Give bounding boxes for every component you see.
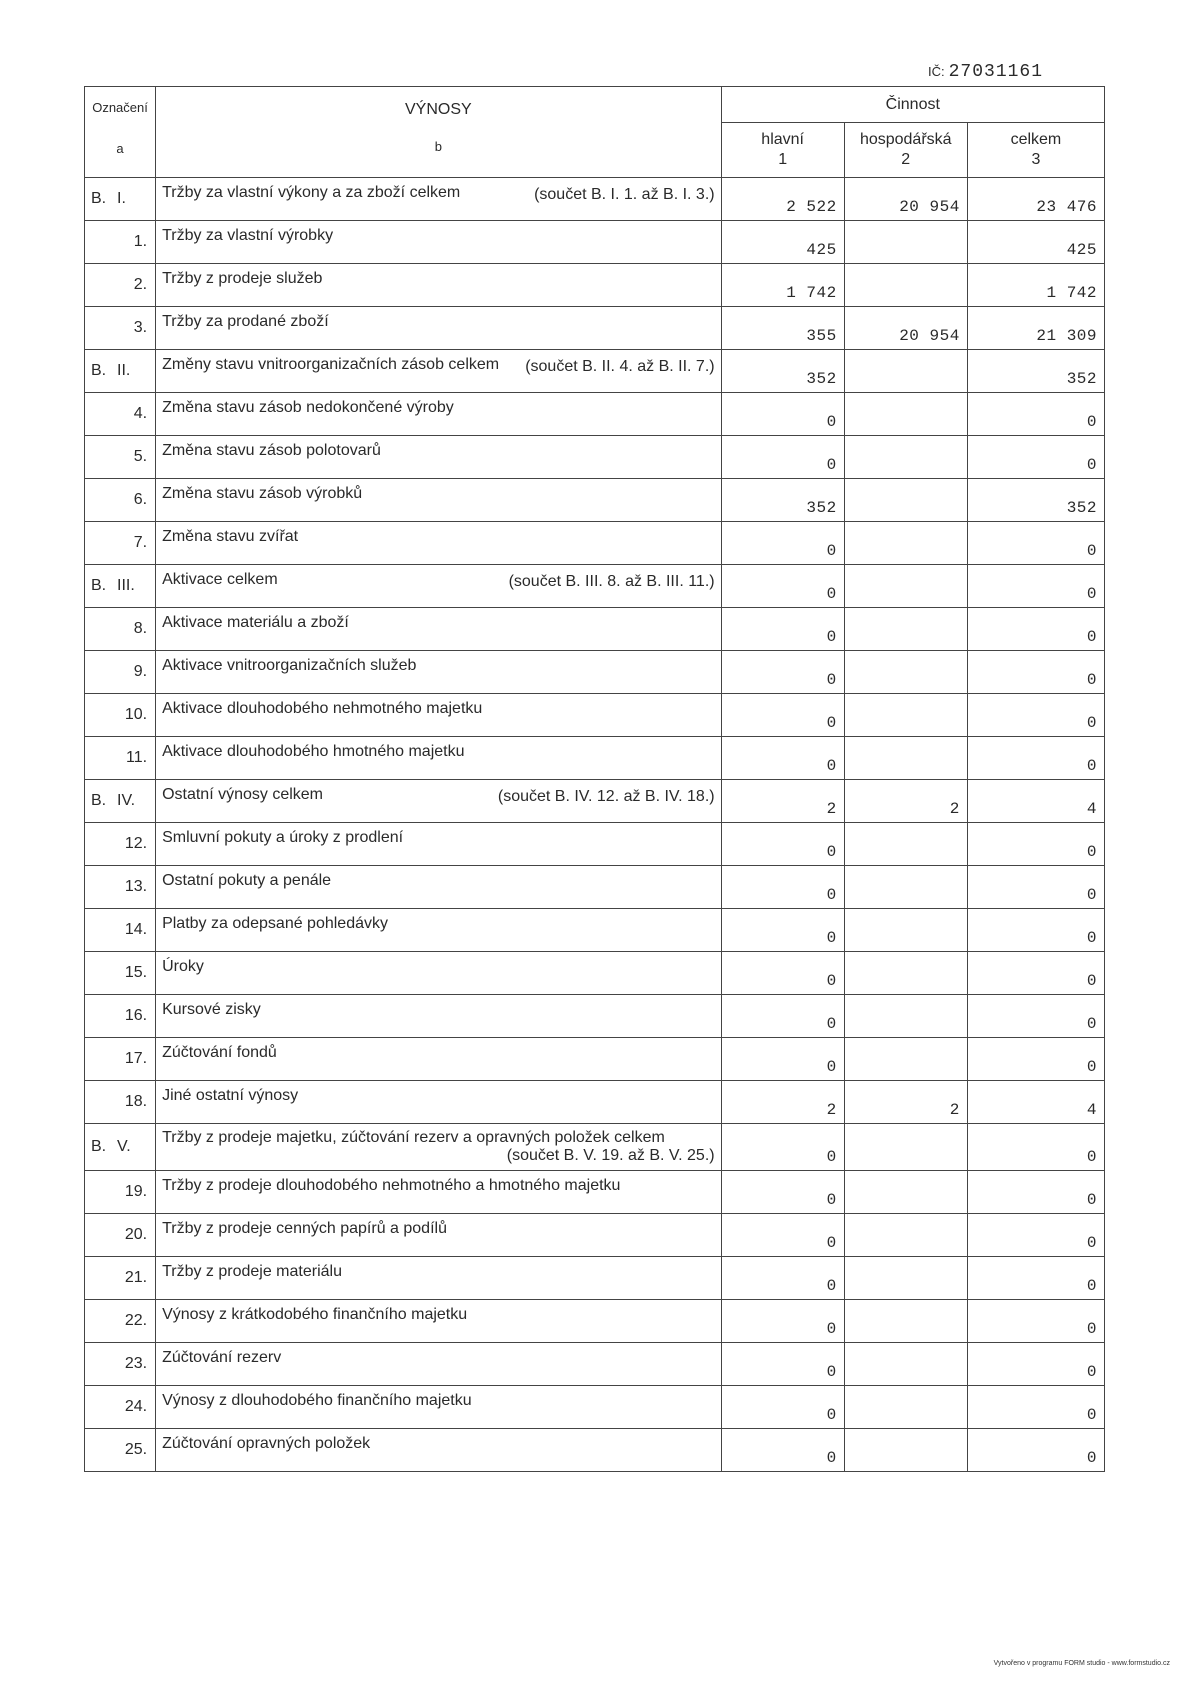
value-hlavni: 352 bbox=[721, 479, 844, 522]
value-celkem: 4 bbox=[967, 1081, 1104, 1124]
row-number: 24. bbox=[124, 1398, 148, 1415]
value-celkem: 0 bbox=[967, 436, 1104, 479]
table-row bbox=[85, 823, 1105, 866]
row-number: 20. bbox=[124, 1226, 148, 1243]
value-hlavni: 0 bbox=[721, 522, 844, 565]
row-code bbox=[85, 823, 156, 866]
row-number: I. bbox=[117, 190, 126, 207]
row-number: 9. bbox=[133, 663, 148, 680]
value-hospodarska bbox=[844, 1124, 967, 1171]
row-code bbox=[85, 866, 156, 909]
value-hlavni: 2 522 bbox=[721, 178, 844, 221]
value-hospodarska bbox=[844, 436, 967, 479]
row-code bbox=[85, 952, 156, 995]
row-number: 16. bbox=[124, 1007, 148, 1024]
value-celkem: 0 bbox=[967, 565, 1104, 608]
row-section: B. bbox=[91, 792, 107, 809]
row-text: Aktivace materiálu a zboží bbox=[162, 614, 349, 631]
value-hospodarska bbox=[844, 1038, 967, 1081]
value-hospodarska bbox=[844, 1300, 967, 1343]
value-hospodarska bbox=[844, 264, 967, 307]
row-description bbox=[156, 952, 722, 995]
table-row bbox=[85, 565, 1105, 608]
row-description bbox=[156, 995, 722, 1038]
row-text: Tržby z prodeje dlouhodobého nehmotného a hmotného majetku bbox=[162, 1177, 621, 1194]
row-description bbox=[156, 436, 722, 479]
table-row bbox=[85, 1038, 1105, 1081]
table-row bbox=[85, 479, 1105, 522]
table-row bbox=[85, 264, 1105, 307]
value-celkem: 23 476 bbox=[967, 178, 1104, 221]
row-number: 19. bbox=[124, 1183, 148, 1200]
value-hospodarska bbox=[844, 694, 967, 737]
value-hlavni: 352 bbox=[721, 350, 844, 393]
row-number: 11. bbox=[126, 749, 148, 766]
table-row bbox=[85, 1124, 1105, 1171]
table-row bbox=[85, 694, 1105, 737]
row-text: Aktivace dlouhodobého hmotného majetku bbox=[162, 743, 465, 760]
row-text: Tržby z prodeje služeb bbox=[162, 270, 323, 287]
value-celkem: 0 bbox=[967, 608, 1104, 651]
row-description bbox=[156, 1038, 722, 1081]
row-text: Ostatní výnosy celkem bbox=[162, 786, 324, 803]
row-code bbox=[85, 694, 156, 737]
row-text: Změna stavu zásob polotovarů bbox=[162, 442, 381, 459]
value-celkem: 425 bbox=[967, 221, 1104, 264]
value-hlavni: 0 bbox=[721, 1257, 844, 1300]
row-number: 5. bbox=[133, 448, 148, 465]
value-hlavni: 0 bbox=[721, 565, 844, 608]
row-text: Tržby z prodeje majetku, zúčtování rezerv a opravných položek celkem bbox=[162, 1129, 665, 1146]
row-number: 3. bbox=[133, 319, 148, 336]
value-hospodarska bbox=[844, 608, 967, 651]
row-description bbox=[156, 694, 722, 737]
row-description bbox=[156, 479, 722, 522]
value-hospodarska bbox=[844, 522, 967, 565]
row-code bbox=[85, 651, 156, 694]
value-hlavni: 0 bbox=[721, 1171, 844, 1214]
value-celkem: 0 bbox=[967, 651, 1104, 694]
value-celkem: 0 bbox=[967, 952, 1104, 995]
value-hlavni: 0 bbox=[721, 694, 844, 737]
value-hlavni: 0 bbox=[721, 1300, 844, 1343]
row-code bbox=[85, 350, 156, 393]
value-hospodarska bbox=[844, 737, 967, 780]
row-description bbox=[156, 1171, 722, 1214]
table-row bbox=[85, 909, 1105, 952]
value-hospodarska: 20 954 bbox=[844, 178, 967, 221]
row-description bbox=[156, 565, 722, 608]
row-text: Aktivace celkem bbox=[162, 571, 278, 588]
row-description bbox=[156, 178, 722, 221]
table-row bbox=[85, 1214, 1105, 1257]
value-hlavni: 0 bbox=[721, 995, 844, 1038]
row-text: Změna stavu zvířat bbox=[162, 528, 299, 545]
value-celkem: 0 bbox=[967, 909, 1104, 952]
row-code bbox=[85, 608, 156, 651]
row-code bbox=[85, 1257, 156, 1300]
row-code bbox=[85, 1343, 156, 1386]
row-code bbox=[85, 264, 156, 307]
value-celkem: 0 bbox=[967, 1429, 1104, 1472]
row-code bbox=[85, 780, 156, 823]
value-celkem: 1 742 bbox=[967, 264, 1104, 307]
vynosy-table bbox=[84, 86, 1105, 1472]
table-row bbox=[85, 995, 1105, 1038]
value-hospodarska: 2 bbox=[844, 1081, 967, 1124]
row-description bbox=[156, 221, 722, 264]
value-hlavni: 0 bbox=[721, 436, 844, 479]
row-number: V. bbox=[117, 1138, 131, 1155]
row-number: 14. bbox=[124, 921, 148, 938]
row-number: 6. bbox=[133, 491, 148, 508]
row-sum-formula: (součet B. III. 8. až B. III. 11.) bbox=[508, 573, 715, 590]
value-celkem: 0 bbox=[967, 995, 1104, 1038]
value-celkem: 0 bbox=[967, 694, 1104, 737]
table-row bbox=[85, 952, 1105, 995]
row-code bbox=[85, 1038, 156, 1081]
row-code bbox=[85, 995, 156, 1038]
value-celkem: 0 bbox=[967, 1171, 1104, 1214]
table-row bbox=[85, 1386, 1105, 1429]
value-hospodarska bbox=[844, 651, 967, 694]
footer-note: Vytvořeno v programu FORM studio - www.formstudio.cz bbox=[993, 1660, 1170, 1667]
value-hlavni: 0 bbox=[721, 737, 844, 780]
row-code bbox=[85, 393, 156, 436]
row-description bbox=[156, 1081, 722, 1124]
row-text: Zúčtování opravných položek bbox=[162, 1435, 371, 1452]
row-text: Tržby z prodeje cenných papírů a podílů bbox=[162, 1220, 447, 1237]
row-text: Tržby za prodané zboží bbox=[162, 313, 329, 330]
value-celkem: 21 309 bbox=[967, 307, 1104, 350]
table-row bbox=[85, 350, 1105, 393]
header-col-celkem-name: celkem bbox=[1010, 131, 1062, 149]
row-text: Ostatní pokuty a penále bbox=[162, 872, 332, 889]
row-text: Výnosy z dlouhodobého finančního majetku bbox=[162, 1392, 472, 1409]
table-row bbox=[85, 393, 1105, 436]
row-text: Platby za odepsané pohledávky bbox=[162, 915, 388, 932]
value-celkem: 352 bbox=[967, 350, 1104, 393]
row-code bbox=[85, 221, 156, 264]
table-row bbox=[85, 436, 1105, 479]
row-description bbox=[156, 1214, 722, 1257]
row-number: 13. bbox=[124, 878, 148, 895]
value-hlavni: 0 bbox=[721, 952, 844, 995]
row-number: III. bbox=[117, 577, 135, 594]
row-number: 15. bbox=[124, 964, 148, 981]
table-row bbox=[85, 1429, 1105, 1472]
value-celkem: 0 bbox=[967, 737, 1104, 780]
table-row bbox=[85, 737, 1105, 780]
value-celkem: 0 bbox=[967, 1343, 1104, 1386]
row-code bbox=[85, 1124, 156, 1171]
table-row bbox=[85, 1171, 1105, 1214]
header-row-top bbox=[85, 87, 1105, 123]
row-number: 21. bbox=[124, 1269, 148, 1286]
row-description bbox=[156, 823, 722, 866]
value-hlavni: 0 bbox=[721, 393, 844, 436]
row-number: 25. bbox=[124, 1441, 148, 1458]
row-text: Aktivace vnitroorganizačních služeb bbox=[162, 657, 417, 674]
value-hlavni: 0 bbox=[721, 608, 844, 651]
row-text: Změna stavu zásob nedokončené výroby bbox=[162, 399, 454, 416]
header-col-hospodarska bbox=[844, 123, 967, 178]
value-hlavni: 0 bbox=[721, 651, 844, 694]
table-row bbox=[85, 1300, 1105, 1343]
value-hlavni: 0 bbox=[721, 1343, 844, 1386]
table-row bbox=[85, 307, 1105, 350]
row-description bbox=[156, 1429, 722, 1472]
value-celkem: 0 bbox=[967, 866, 1104, 909]
row-code bbox=[85, 307, 156, 350]
value-hlavni: 0 bbox=[721, 1124, 844, 1171]
ic-field bbox=[928, 62, 1043, 82]
value-celkem: 0 bbox=[967, 1038, 1104, 1081]
table-row bbox=[85, 1257, 1105, 1300]
row-number: 12. bbox=[124, 835, 148, 852]
row-code bbox=[85, 522, 156, 565]
header-oznaceni-sub: a bbox=[116, 141, 124, 156]
header-oznaceni bbox=[85, 87, 156, 178]
row-description bbox=[156, 350, 722, 393]
row-number: 2. bbox=[133, 276, 148, 293]
row-description bbox=[156, 651, 722, 694]
value-celkem: 0 bbox=[967, 1300, 1104, 1343]
row-text: Tržby za vlastní výrobky bbox=[162, 227, 334, 244]
row-code bbox=[85, 909, 156, 952]
value-hospodarska bbox=[844, 479, 967, 522]
row-text: Tržby za vlastní výkony a za zboží celkem bbox=[162, 184, 461, 201]
row-code bbox=[85, 1171, 156, 1214]
row-number: 17. bbox=[124, 1050, 148, 1067]
value-celkem: 0 bbox=[967, 1386, 1104, 1429]
table-row bbox=[85, 522, 1105, 565]
table-row bbox=[85, 608, 1105, 651]
row-text: Změny stavu vnitroorganizačních zásob celkem bbox=[162, 356, 500, 373]
row-section: B. bbox=[91, 577, 107, 594]
value-hlavni: 2 bbox=[721, 1081, 844, 1124]
header-col-hospodarska-num: 2 bbox=[901, 151, 911, 169]
value-hospodarska bbox=[844, 1343, 967, 1386]
row-section: B. bbox=[91, 362, 107, 379]
value-celkem: 4 bbox=[967, 780, 1104, 823]
value-hospodarska bbox=[844, 995, 967, 1038]
value-hlavni: 0 bbox=[721, 1429, 844, 1472]
value-celkem: 0 bbox=[967, 393, 1104, 436]
row-sum-formula: (součet B. I. 1. až B. I. 3.) bbox=[534, 186, 715, 203]
header-col-hlavni bbox=[721, 123, 844, 178]
value-celkem: 0 bbox=[967, 1214, 1104, 1257]
row-text: Kursové zisky bbox=[162, 1001, 261, 1018]
value-hlavni: 0 bbox=[721, 909, 844, 952]
row-text: Zúčtování rezerv bbox=[162, 1349, 282, 1366]
row-description bbox=[156, 264, 722, 307]
value-hospodarska bbox=[844, 823, 967, 866]
row-code bbox=[85, 1429, 156, 1472]
value-hlavni: 0 bbox=[721, 1038, 844, 1081]
value-hlavni: 1 742 bbox=[721, 264, 844, 307]
row-text: Smluvní pokuty a úroky z prodlení bbox=[162, 829, 404, 846]
row-text: Tržby z prodeje materiálu bbox=[162, 1263, 342, 1280]
row-sum-formula: (součet B. II. 4. až B. II. 7.) bbox=[525, 358, 715, 375]
row-code bbox=[85, 178, 156, 221]
row-number: 23. bbox=[124, 1355, 148, 1372]
row-description bbox=[156, 866, 722, 909]
row-code bbox=[85, 1214, 156, 1257]
value-hospodarska: 2 bbox=[844, 780, 967, 823]
value-hlavni: 0 bbox=[721, 1386, 844, 1429]
row-text: Výnosy z krátkodobého finančního majetku bbox=[162, 1306, 468, 1323]
value-hospodarska bbox=[844, 393, 967, 436]
row-number: 22. bbox=[124, 1312, 148, 1329]
value-hospodarska bbox=[844, 952, 967, 995]
value-celkem: 0 bbox=[967, 1124, 1104, 1171]
table-row bbox=[85, 866, 1105, 909]
row-code bbox=[85, 1081, 156, 1124]
value-hospodarska bbox=[844, 1214, 967, 1257]
table-row bbox=[85, 221, 1105, 264]
value-hlavni: 355 bbox=[721, 307, 844, 350]
table-row bbox=[85, 780, 1105, 823]
row-number: 8. bbox=[133, 620, 148, 637]
row-code bbox=[85, 565, 156, 608]
value-hospodarska bbox=[844, 1386, 967, 1429]
header-col-hlavni-name: hlavní bbox=[761, 131, 804, 149]
value-celkem: 0 bbox=[967, 823, 1104, 866]
row-sum-formula: (součet B. V. 19. až B. V. 25.) bbox=[506, 1147, 715, 1164]
row-code bbox=[85, 1386, 156, 1429]
row-number: 4. bbox=[133, 405, 148, 422]
value-hlavni: 425 bbox=[721, 221, 844, 264]
table-row bbox=[85, 1081, 1105, 1124]
value-celkem: 0 bbox=[967, 522, 1104, 565]
header-vynosy-label: VÝNOSY bbox=[404, 100, 472, 118]
table-row bbox=[85, 651, 1105, 694]
value-hospodarska bbox=[844, 1257, 967, 1300]
value-hospodarska bbox=[844, 1429, 967, 1472]
value-hospodarska bbox=[844, 866, 967, 909]
value-hospodarska bbox=[844, 565, 967, 608]
value-hlavni: 2 bbox=[721, 780, 844, 823]
table-row bbox=[85, 1343, 1105, 1386]
row-description bbox=[156, 780, 722, 823]
row-section: B. bbox=[91, 190, 107, 207]
row-description bbox=[156, 1386, 722, 1429]
row-description bbox=[156, 1257, 722, 1300]
value-hospodarska bbox=[844, 221, 967, 264]
row-description bbox=[156, 737, 722, 780]
row-text: Zúčtování fondů bbox=[162, 1044, 277, 1061]
row-number: II. bbox=[117, 362, 131, 379]
row-description bbox=[156, 307, 722, 350]
value-hlavni: 0 bbox=[721, 823, 844, 866]
row-description bbox=[156, 522, 722, 565]
row-sum-formula: (součet B. IV. 12. až B. IV. 18.) bbox=[497, 788, 715, 805]
header-col-hospodarska-name: hospodářská bbox=[859, 131, 952, 149]
value-hlavni: 0 bbox=[721, 866, 844, 909]
value-hospodarska bbox=[844, 350, 967, 393]
header-oznaceni-label: Označení bbox=[92, 100, 148, 115]
header-col-celkem-num: 3 bbox=[1031, 151, 1041, 169]
row-number: 18. bbox=[124, 1093, 148, 1110]
row-description bbox=[156, 1124, 722, 1171]
row-section: B. bbox=[91, 1138, 107, 1155]
value-hlavni: 0 bbox=[721, 1214, 844, 1257]
value-hospodarska bbox=[844, 1171, 967, 1214]
row-number: 10. bbox=[124, 706, 148, 723]
row-number: 7. bbox=[133, 534, 148, 551]
value-celkem: 0 bbox=[967, 1257, 1104, 1300]
row-text: Aktivace dlouhodobého nehmotného majetku bbox=[162, 700, 483, 717]
row-description bbox=[156, 1300, 722, 1343]
row-description bbox=[156, 1343, 722, 1386]
value-hospodarska: 20 954 bbox=[844, 307, 967, 350]
row-number: 1. bbox=[133, 233, 148, 250]
ic-value: 27031161 bbox=[948, 62, 1044, 82]
row-text: Jiné ostatní výnosy bbox=[162, 1087, 299, 1104]
row-code bbox=[85, 479, 156, 522]
header-vynosy bbox=[156, 87, 722, 178]
value-hospodarska bbox=[844, 909, 967, 952]
row-description bbox=[156, 909, 722, 952]
header-cinnost: Činnost bbox=[721, 87, 1104, 123]
row-code bbox=[85, 436, 156, 479]
row-number: IV. bbox=[117, 792, 136, 809]
row-text: Změna stavu zásob výrobků bbox=[162, 485, 363, 502]
row-description bbox=[156, 608, 722, 651]
row-text: Úroky bbox=[162, 958, 204, 975]
value-celkem: 352 bbox=[967, 479, 1104, 522]
ic-label: IČ: bbox=[928, 64, 945, 79]
row-code bbox=[85, 1300, 156, 1343]
row-description bbox=[156, 393, 722, 436]
header-col-hlavni-num: 1 bbox=[778, 151, 788, 169]
header-vynosy-sub: b bbox=[434, 138, 442, 154]
header-col-celkem bbox=[967, 123, 1104, 178]
table-row bbox=[85, 178, 1105, 221]
row-code bbox=[85, 737, 156, 780]
